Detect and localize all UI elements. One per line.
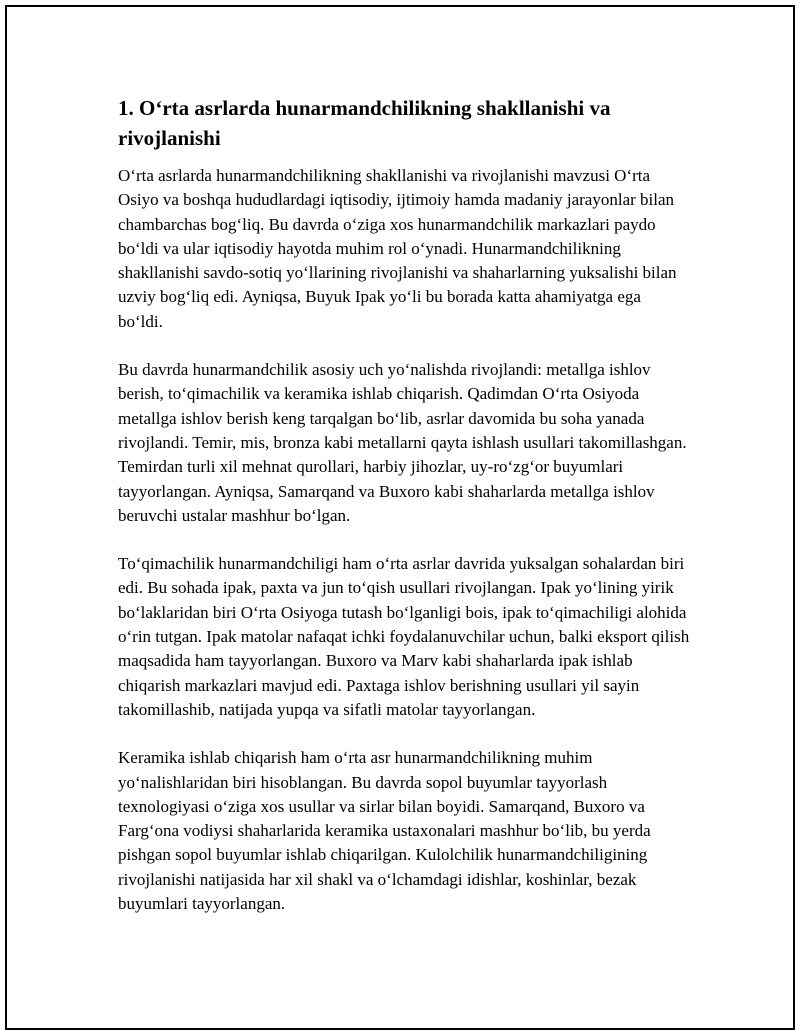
paragraph-4: Keramika ishlab chiqarish ham o‘rta asr hunarmandchilikning muhim yo‘nalishlaridan biri hisoblangan. Bu davrda sopol buyumlar tayyorlash texnologiyasi o‘ziga xos usullar va sirlar bilan boyidi. Samarqand, Buxoro va Farg‘ona vodiysi shaharlarida keramika ustaxonalari mashhur bo‘lib, bu yerda pishgan sopol buyumlar ishlab chiqarilgan. Kulolchilik hunarmandchiligining rivojlanishi natijasida har xil shakl va o‘lchamdagi idishlar, koshinlar, bezak buyumlari tayyorlangan. bbox=[118, 748, 651, 914]
document-body bbox=[118, 93, 690, 940]
paragraph-3: To‘qimachilik hunarmandchiligi ham o‘rta asrlar davrida yuksalgan sohalardan biri edi. Bu sohada ipak, paxta va jun to‘qish usullari rivojlangan. Ipak yo‘lining yirik bo‘laklaridan biri O‘rta Osiyoga tutash bo‘lganligi bois, ipak to‘qimachiligi alohida o‘rin tutgan. Ipak matolar nafaqat ichki foydalanuvchilar uchun, balki eksport qilish maqsadida ham tayyorlangan. Buxoro va Marv kabi shaharlarda ipak ishlab chiqarish markazlari mavjud edi. Paxtaga ishlov berishning usullari yil sayin takomillashib, natijada yupqa va sifatli matolar tayyorlangan. bbox=[118, 554, 690, 719]
section-heading: 1. O‘rta asrlarda hunarmandchilikning shakllanishi va rivojlanishi bbox=[118, 96, 611, 150]
paragraph-2: Bu davrda hunarmandchilik asosiy uch yo‘nalishda rivojlandi: metallga ishlov berish, to‘qimachilik va keramika ishlab chiqarish. Qadimdan O‘rta Osiyoda metallga ishlov berish keng tarqalgan bo‘lib, asrlar davomida bu soha yanada rivojlandi. Temir, mis, bronza kabi metallarni qayta ishlash usullari takomillashgan. Temirdan turli xil mehnat qurollari, harbiy jihozlar, uy-ro‘zg‘or buyumlari tayyorlangan. Ayniqsa, Samarqand va Buxoro kabi shaharlarda metallga ishlov beruvchi ustalar mashhur bo‘lgan. bbox=[118, 360, 687, 525]
paragraph-1: O‘rta asrlarda hunarmandchilikning shakllanishi va rivojlanishi mavzusi O‘rta Osiyo va boshqa hududlardagi iqtisodiy, ijtimoiy hamda madaniy jarayonlar bilan chambarchas bog‘liq. Bu davrda o‘ziga xos hunarmandchilik markazlari paydo bo‘ldi va ular iqtisodiy hayotda muhim rol o‘ynadi. Hunarmandchilikning shakllanishi savdo-sotiq yo‘llarining rivojlanishi va shaharlarning yuksalishi bilan uzviy bog‘liq edi. Ayniqsa, Buyuk Ipak yo‘li bu borada katta ahamiyatga ega bo‘ldi. bbox=[118, 166, 677, 331]
